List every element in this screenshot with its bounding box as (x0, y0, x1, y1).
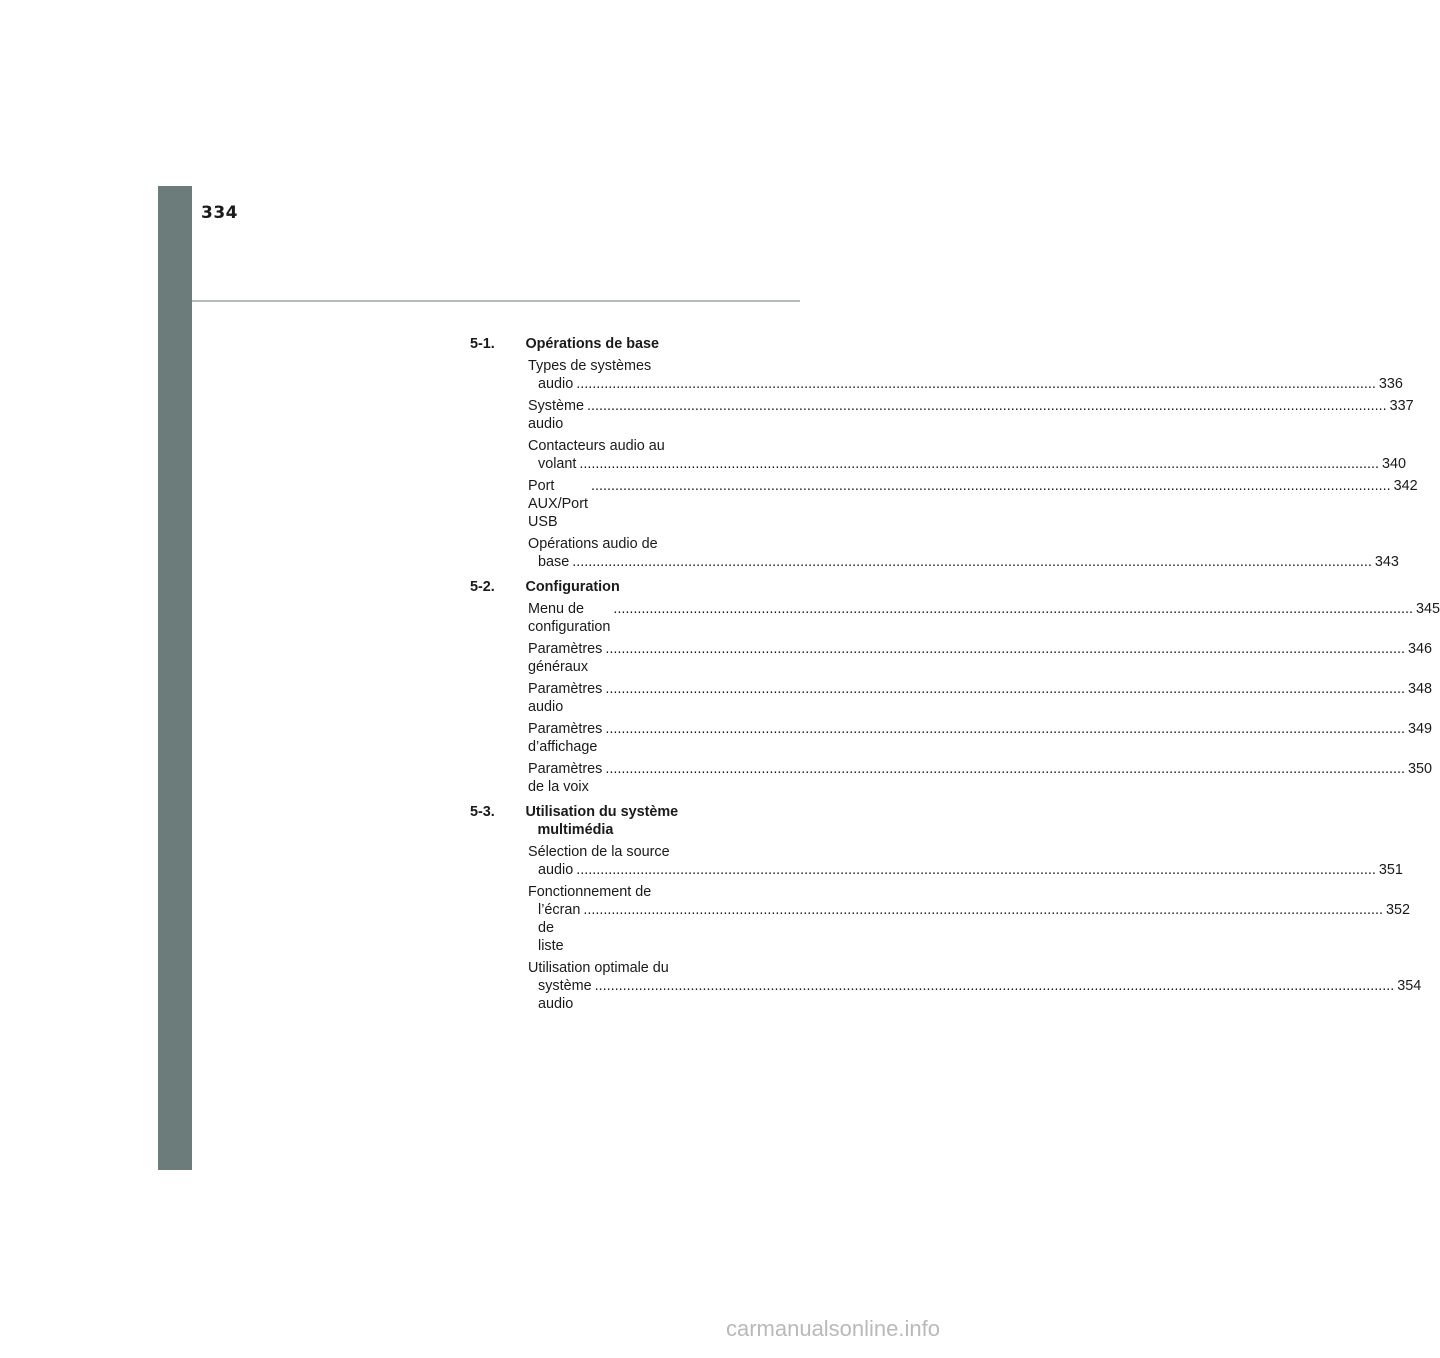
page-number: 334 (201, 203, 238, 223)
dot-leader: ........................................................................................................................................................................................................ (594, 978, 1395, 994)
entry-page-number: 348 (1408, 681, 1433, 697)
dot-leader: ........................................................................................................................................................................................................ (590, 478, 1391, 494)
toc-entry[interactable] (528, 959, 1422, 1013)
entry-title-end: base (538, 554, 570, 570)
entry-title-end: Paramètres audio (528, 681, 603, 715)
entry-title-end: volant (538, 456, 577, 472)
dot-leader: ........................................................................................................................................................................................................ (572, 554, 1372, 570)
toc-entry[interactable] (528, 680, 1433, 716)
section-number: 5-2. (470, 579, 495, 595)
toc-entry[interactable] (528, 535, 1399, 571)
toc-entry[interactable] (528, 640, 1433, 676)
dot-leader: ........................................................................................................................................................................................................ (605, 721, 1406, 737)
toc-section-heading[interactable] (470, 803, 742, 839)
toc-entry[interactable] (528, 477, 1418, 531)
entry-title-end: système audio (538, 978, 592, 1012)
dot-leader: ........................................................................................................................................................................................................ (583, 902, 1384, 918)
dot-leader: ........................................................................................................................................................................................................ (605, 641, 1406, 657)
toc-entry[interactable] (528, 437, 1407, 473)
table-of-contents (470, 332, 1440, 1017)
entry-page-number: 343 (1374, 554, 1399, 570)
entry-title-line: Types de systèmes (528, 358, 652, 374)
dot-leader: ........................................................................................................................................................................................................ (576, 862, 1376, 878)
entry-title-line: Utilisation optimale du (528, 960, 669, 976)
entry-page-number: 346 (1408, 641, 1433, 657)
toc-entry[interactable] (528, 843, 1403, 879)
watermark: carmanualsonline.info (725, 1316, 940, 1341)
section-number: 5-3. (470, 804, 495, 820)
entry-title-end: audio (538, 376, 574, 392)
entry-page-number: 351 (1378, 862, 1403, 878)
entry-title-end: Système audio (528, 398, 584, 432)
entry-title-end: Paramètres de la voix (528, 761, 603, 795)
toc-section-heading[interactable] (470, 335, 742, 353)
entry-title-end: Menu de configuration (528, 601, 611, 635)
entry-title-line: Contacteurs audio au (528, 438, 665, 454)
entry-page-number: 345 (1416, 601, 1440, 617)
toc-entry[interactable] (528, 397, 1414, 433)
entry-title-line: Opérations audio de (528, 536, 658, 552)
entry-title-end: audio (538, 862, 574, 878)
toc-section-heading[interactable] (470, 578, 742, 596)
section-title: Utilisation du système multimédia (525, 804, 679, 838)
dot-leader: ........................................................................................................................................................................................................ (613, 601, 1414, 617)
entry-title-end: Port AUX/Port USB (528, 478, 588, 530)
entry-title-end: l’écran de liste (538, 902, 581, 954)
entry-page-number: 342 (1393, 478, 1418, 494)
entry-title-line: Fonctionnement de (528, 884, 652, 900)
dot-leader: ........................................................................................................................................................................................................ (579, 456, 1380, 472)
toc-entry[interactable] (528, 760, 1433, 796)
entry-title-end: Paramètres d’affichage (528, 721, 603, 755)
entry-page-number: 354 (1397, 978, 1422, 994)
entry-page-number: 337 (1389, 398, 1414, 414)
entry-title-end: Paramètres généraux (528, 641, 603, 675)
entry-page-number: 340 (1382, 456, 1407, 472)
entry-page-number: 352 (1386, 902, 1411, 918)
entry-page-number: 349 (1408, 721, 1433, 737)
entry-page-number: 336 (1378, 376, 1403, 392)
toc-entry[interactable] (528, 600, 1440, 636)
section-title: Configuration (525, 579, 620, 595)
dot-leader: ........................................................................................................................................................................................................ (576, 376, 1376, 392)
header-rule (192, 300, 800, 302)
section-title: Opérations de base (525, 336, 659, 352)
toc-entry[interactable] (528, 883, 1411, 955)
chapter-side-bar (158, 186, 192, 1170)
dot-leader: ........................................................................................................................................................................................................ (605, 681, 1406, 697)
dot-leader: ........................................................................................................................................................................................................ (605, 761, 1406, 777)
toc-entry[interactable] (528, 720, 1433, 756)
entry-title-line: Sélection de la source (528, 844, 670, 860)
section-number: 5-1. (470, 336, 495, 352)
dot-leader: ........................................................................................................................................................................................................ (586, 398, 1387, 414)
toc-entry[interactable] (528, 357, 1403, 393)
entry-page-number: 350 (1408, 761, 1433, 777)
